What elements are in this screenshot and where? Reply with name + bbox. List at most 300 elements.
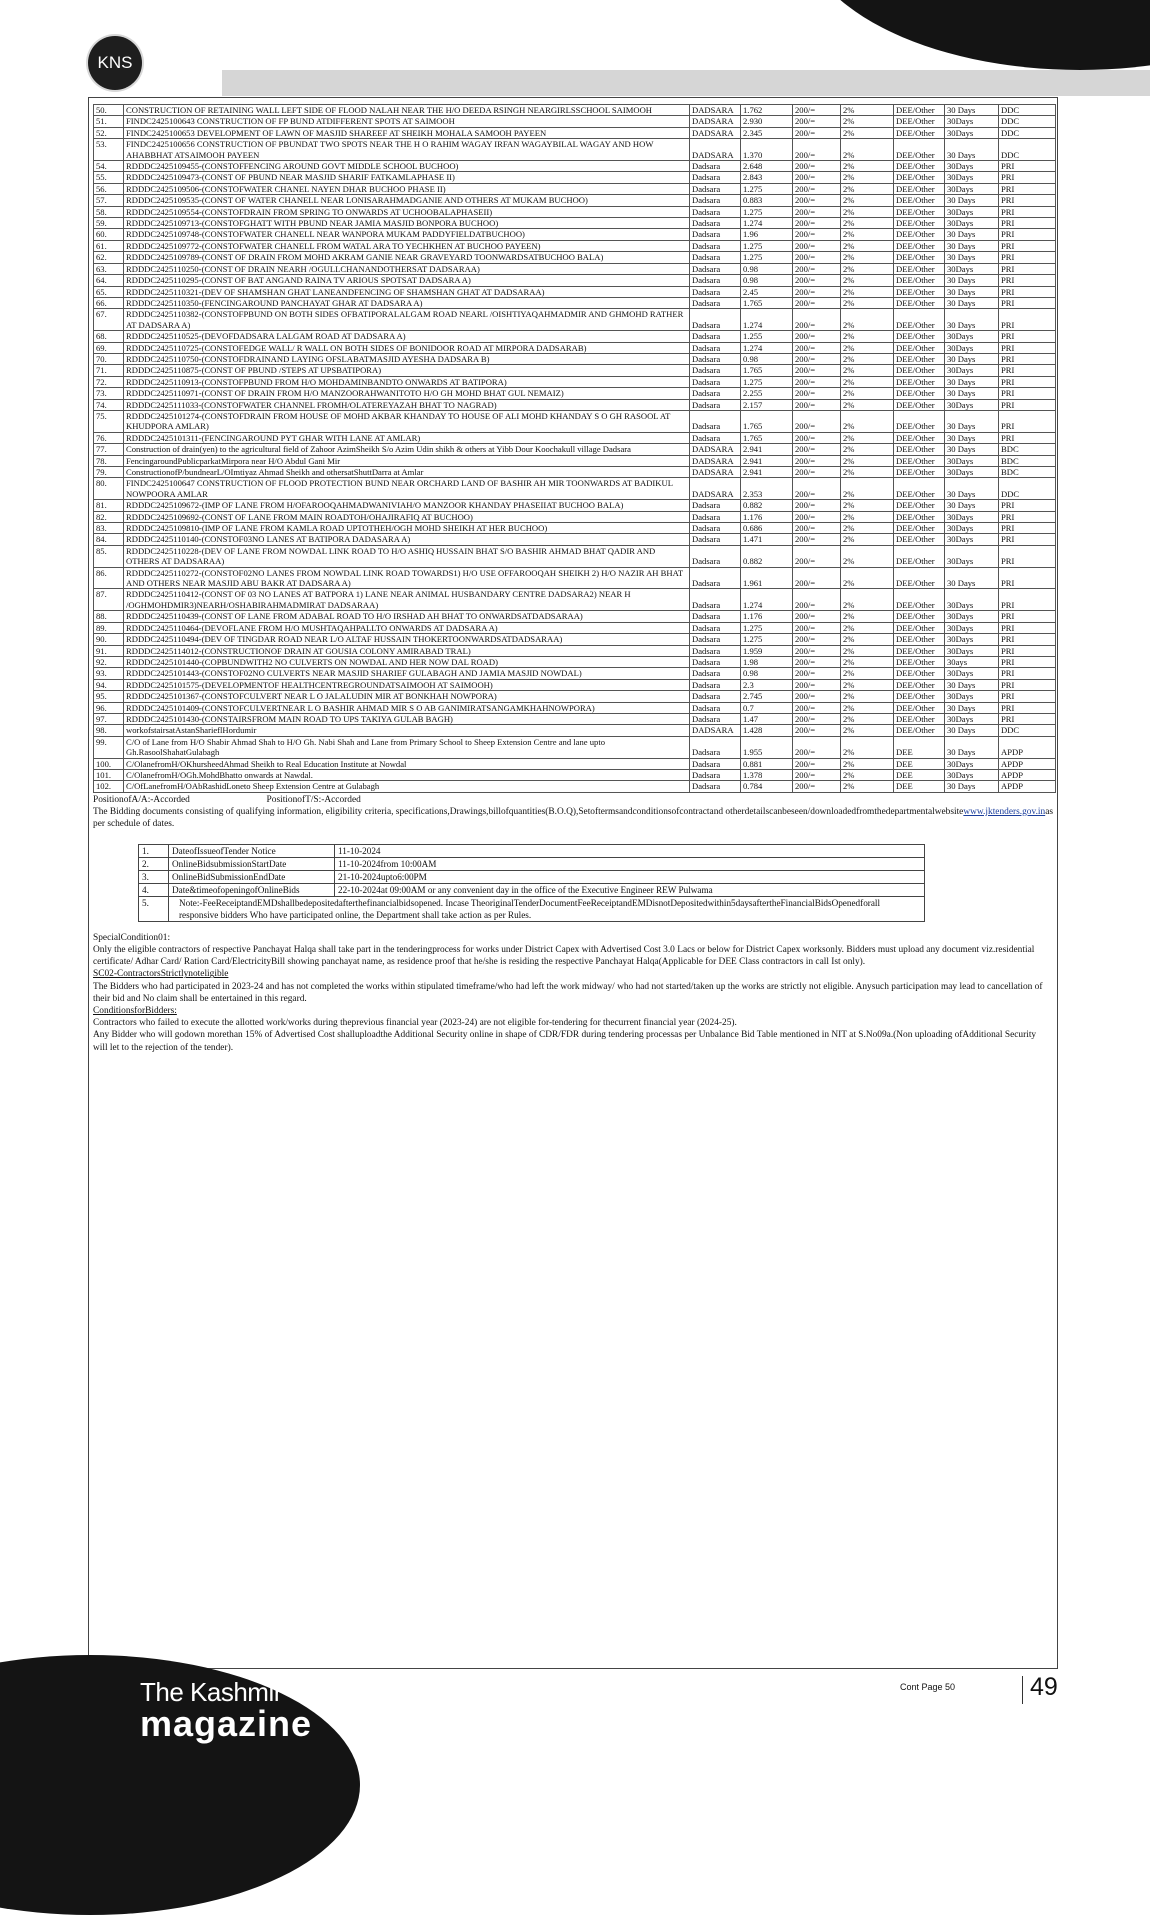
cell-period: 30Days: [945, 589, 999, 611]
cell-head: BDC: [999, 444, 1056, 455]
cell-class: DEE/Other: [894, 353, 945, 364]
cell-row-no: 60.: [94, 229, 124, 240]
cell-period: 30ays: [945, 656, 999, 667]
cell-row-no: 86.: [94, 567, 124, 589]
cell-fee: 200/=: [793, 679, 841, 690]
cell-fee: 200/=: [793, 240, 841, 251]
cell-cost: 2.930: [741, 116, 793, 127]
bidding-documents-text: [93, 806, 1053, 830]
table-row: [94, 365, 1056, 376]
cell-cost: 1.765: [741, 432, 793, 443]
sc02-text: The Bidders who had participated in 2023-24 and has not completed the works within stipulated timeframe/who had left the work midway/ who had not started/taken up the works are strictly not eligible. Anysuch participation may lead to cancellation of their bid and No claim shall be entertained in this regard.: [93, 981, 1043, 1004]
cell-head: PRI: [999, 589, 1056, 611]
works-table-body: [94, 105, 1056, 793]
cell-row-no: 58.: [94, 206, 124, 217]
cell-location: Dadsara: [690, 275, 741, 286]
cell-location: Dadsara: [690, 500, 741, 511]
cell-class: DEE/Other: [894, 622, 945, 633]
cell-location: Dadsara: [690, 206, 741, 217]
table-row: [94, 691, 1056, 702]
cell-row-no: 74.: [94, 399, 124, 410]
schedule-no: 3.: [139, 870, 169, 883]
cell-emd: 2%: [841, 622, 894, 633]
brand-line-2: magazine: [140, 1703, 313, 1744]
cell-period: 30 Days: [945, 309, 999, 331]
cell-fee: 200/=: [793, 161, 841, 172]
cell-class: DEE/Other: [894, 534, 945, 545]
cell-class: DEE/Other: [894, 342, 945, 353]
position-aa: PositionofA/A:-Accorded: [93, 794, 190, 805]
cell-work-name: C/O of Lane from H/O Shabir Ahmad Shah to H/O Gh. Nabi Shah and Lane from Primary School to Sheep Extension Centre and lane upto Gh.RasoolShahatGulabagh: [124, 736, 690, 758]
cell-location: Dadsara: [690, 668, 741, 679]
cell-class: DEE/Other: [894, 679, 945, 690]
cell-emd: 2%: [841, 781, 894, 792]
cell-emd: 2%: [841, 691, 894, 702]
cell-class: DEE/Other: [894, 567, 945, 589]
table-row: [94, 353, 1056, 364]
table-row: [94, 376, 1056, 387]
website-link[interactable]: www.jktenders.gov.in: [963, 806, 1046, 817]
cell-class: DEE/Other: [894, 500, 945, 511]
cell-work-name: FINDC2425100656 CONSTRUCTION OF PBUNDAT TWO SPOTS NEAR THE H O RAHIM WAGAY IRFAN WAGAYBILAL WAGAY AND HOW AHABBHAT ATSAIMOOH PAYEEN: [124, 139, 690, 161]
cell-work-name: RDDDC2425109713-(CONSTOFGHATT WITH PBUND NEAR JAMIA MASJID BONPORA BUCHOO): [124, 218, 690, 229]
cell-work-name: RDDDC2425109672-(IMP OF LANE FROM H/OFAROOQAHMADWANIVIAH/O MANZOOR KHANDAY PHASEIIAT BUCHOO BALA): [124, 500, 690, 511]
cell-emd: 2%: [841, 263, 894, 274]
cell-fee: 200/=: [793, 523, 841, 534]
table-row: [94, 679, 1056, 690]
cell-location: Dadsara: [690, 297, 741, 308]
cell-location: Dadsara: [690, 545, 741, 567]
cell-cost: 1.275: [741, 252, 793, 263]
cell-emd: 2%: [841, 206, 894, 217]
cell-period: 30 Days: [945, 229, 999, 240]
cell-location: Dadsara: [690, 388, 741, 399]
cell-fee: 200/=: [793, 410, 841, 432]
schedule-label: Date&timeofopeningofOnlineBids: [169, 883, 335, 896]
cell-cost: 1.955: [741, 736, 793, 758]
cell-fee: 200/=: [793, 127, 841, 138]
table-row: [94, 725, 1056, 736]
cell-work-name: RDDDC2425110494-(DEV OF TINGDAR ROAD NEAR L/O ALTAF HUSSAIN THOKERTOONWARDSATDADSARAA): [124, 634, 690, 645]
cell-class: DEE/Other: [894, 183, 945, 194]
cell-period: 30Days: [945, 161, 999, 172]
cell-work-name: RDDDC2425110875-(CONST OF PBUND /STEPS AT UPSBATIPORA): [124, 365, 690, 376]
cell-period: 30 Days: [945, 139, 999, 161]
cell-fee: 200/=: [793, 545, 841, 567]
cell-period: 30Days: [945, 263, 999, 274]
cell-period: 30 Days: [945, 240, 999, 251]
cell-period: 30Days: [945, 545, 999, 567]
cell-emd: 2%: [841, 478, 894, 500]
cell-work-name: RDDDC2425110382-(CONSTOFPBUND ON BOTH SIDES OFBATIPORALALGAM ROAD NEARL /OISHTIYAQAHMADMIR AND GHMOHD RATHER AT DADSARA A): [124, 309, 690, 331]
cell-fee: 200/=: [793, 725, 841, 736]
cell-row-no: 66.: [94, 297, 124, 308]
cell-class: DEE/Other: [894, 432, 945, 443]
conditions-text-2: Any Bidder who will godown morethan 15% of Advertised Cost shalluploadthe Additional Security online in shape of CDR/FDR during tendering processas per Unbalance Bid Table mentioned in NIT at S.No09a.(Non uploading ofAdditional Security will let to the rejection of the tender).: [93, 1030, 1037, 1053]
cell-fee: 200/=: [793, 781, 841, 792]
cell-head: PRI: [999, 713, 1056, 724]
cell-class: DEE/Other: [894, 263, 945, 274]
cell-class: DEE: [894, 769, 945, 780]
cell-emd: 2%: [841, 679, 894, 690]
cell-cost: 1.961: [741, 567, 793, 589]
cell-head: DDC: [999, 139, 1056, 161]
cell-work-name: FINDC2425100653 DEVELOPMENT OF LAWN OF MASJID SHAREEF AT SHEIKH MOHALA SAMOOH PAYEEN: [124, 127, 690, 138]
cell-work-name: RDDDC2425110321-(DEV OF SHAMSHAN GHAT LANEANDFENCING OF SHAMSHAN GHAT AT DADSARAA): [124, 286, 690, 297]
cell-cost: 2.45: [741, 286, 793, 297]
cell-row-no: 85.: [94, 545, 124, 567]
cell-class: DEE: [894, 758, 945, 769]
cell-fee: 200/=: [793, 511, 841, 522]
table-row: [94, 275, 1056, 286]
cell-fee: 200/=: [793, 713, 841, 724]
cell-location: Dadsara: [690, 376, 741, 387]
cell-work-name: RDDDC2425114012-(CONSTRUCTIONOF DRAIN AT GOUSIA COLONY AMIRABAD TRAL): [124, 645, 690, 656]
table-row: [94, 263, 1056, 274]
schedule-value: 11-10-2024: [335, 844, 925, 857]
cell-work-name: RDDDC2425109748-(CONSTOFWATER CHANELL NEAR WANPORA MUKAM PADDYFIELDATBUCHOO): [124, 229, 690, 240]
cell-work-name: Construction of drain(yen) to the agricultural field of Zahoor AzimSheikh S/o Azim Udin shikh & others at Yibb Dour Koochakull village Dadsara: [124, 444, 690, 455]
cell-head: PRI: [999, 545, 1056, 567]
continued-page: Cont Page 50: [900, 1682, 956, 1692]
schedule-label: OnlineBidsubmissionStartDate: [169, 857, 335, 870]
position-ts: PositionofT/S:-Accorded: [266, 794, 361, 805]
kns-logo: [88, 36, 142, 90]
cell-row-no: 77.: [94, 444, 124, 455]
cell-cost: 2.941: [741, 444, 793, 455]
cell-head: PRI: [999, 388, 1056, 399]
cell-location: DADSARA: [690, 467, 741, 478]
schedule-no: 4.: [139, 883, 169, 896]
cell-emd: 2%: [841, 645, 894, 656]
cell-work-name: RDDDC2425101430-(CONSTAIRSFROM MAIN ROAD TO UPS TAKIYA GULAB BAGH): [124, 713, 690, 724]
cell-row-no: 80.: [94, 478, 124, 500]
cell-work-name: RDDDC2425109772-(CONSTOFWATER CHANELL FROM WATAL ARA TO YECHKHEN AT BUCHOO PAYEEN): [124, 240, 690, 251]
cell-location: Dadsara: [690, 645, 741, 656]
cell-head: PRI: [999, 275, 1056, 286]
cell-work-name: RDDDC2425101311-(FENCINGAROUND PYT GHAR WITH LANE AT AMLAR): [124, 432, 690, 443]
cell-work-name: FINDC2425100647 CONSTRUCTION OF FLOOD PROTECTION BUND NEAR ORCHARD LAND OF BASHIR AH MIR TOONWARDS AT BADIKUL NOWPOORA AMLAR: [124, 478, 690, 500]
cell-row-no: 89.: [94, 622, 124, 633]
cell-period: 30Days: [945, 183, 999, 194]
cell-cost: 1.765: [741, 365, 793, 376]
cell-head: PRI: [999, 218, 1056, 229]
cell-row-no: 100.: [94, 758, 124, 769]
cell-class: DEE/Other: [894, 218, 945, 229]
cell-row-no: 72.: [94, 376, 124, 387]
cell-location: Dadsara: [690, 286, 741, 297]
sc02-heading: SC02-ContractorsStrictlynoteligible: [93, 969, 229, 980]
cell-fee: 200/=: [793, 105, 841, 116]
cell-emd: 2%: [841, 183, 894, 194]
cell-location: Dadsara: [690, 229, 741, 240]
cell-period: 30Days: [945, 342, 999, 353]
cell-head: PRI: [999, 297, 1056, 308]
cell-emd: 2%: [841, 399, 894, 410]
cell-work-name: RDDDC2425109789-(CONST OF DRAIN FROM MOHD AKRAM GANIE NEAR GRAVEYARD TOONWARDSATBUCHOO BALA): [124, 252, 690, 263]
cell-row-no: 101.: [94, 769, 124, 780]
cell-emd: 2%: [841, 331, 894, 342]
cell-fee: 200/=: [793, 634, 841, 645]
schedule-note-no: 5.: [139, 896, 169, 921]
cell-class: DEE/Other: [894, 331, 945, 342]
cell-period: 30 Days: [945, 567, 999, 589]
cell-emd: 2%: [841, 758, 894, 769]
table-row: [94, 702, 1056, 713]
cell-location: Dadsara: [690, 622, 741, 633]
table-row: [94, 668, 1056, 679]
cell-fee: 200/=: [793, 388, 841, 399]
cell-work-name: RDDDC2425110272-(CONSTOF02NO LANES FROM NOWDAL LINK ROAD TOWARDS1) H/O USE OFFAROOQAH SHEIKH 2) H/O NAZIR AH BHAT AND OTHERS NEAR MASJID ABU BAKR AT DADSARA A): [124, 567, 690, 589]
cell-cost: 2.745: [741, 691, 793, 702]
schedule-row: [139, 870, 925, 883]
cell-fee: 200/=: [793, 645, 841, 656]
cell-emd: 2%: [841, 127, 894, 138]
cell-location: Dadsara: [690, 679, 741, 690]
cell-class: DEE/Other: [894, 297, 945, 308]
cell-class: DEE/Other: [894, 286, 945, 297]
cell-row-no: 83.: [94, 523, 124, 534]
cell-class: DEE/Other: [894, 634, 945, 645]
cell-cost: 0.784: [741, 781, 793, 792]
cell-work-name: RDDDC2425110750-(CONSTOFDRAINAND LAYING OFSLABATMASJID AYESHA DADSARA B): [124, 353, 690, 364]
cell-fee: 200/=: [793, 297, 841, 308]
cell-row-no: 69.: [94, 342, 124, 353]
cell-class: DEE/Other: [894, 523, 945, 534]
table-row: [94, 297, 1056, 308]
cell-class: DEE: [894, 736, 945, 758]
cell-period: 30Days: [945, 713, 999, 724]
cell-emd: 2%: [841, 116, 894, 127]
cell-cost: 1.275: [741, 183, 793, 194]
cell-work-name: RDDDC2425110350-(FENCINGAROUND PANCHAYAT GHAR AT DADSARA A): [124, 297, 690, 308]
cell-emd: 2%: [841, 725, 894, 736]
table-row: [94, 127, 1056, 138]
cell-head: PRI: [999, 161, 1056, 172]
cell-fee: 200/=: [793, 736, 841, 758]
cell-class: DEE/Other: [894, 195, 945, 206]
cell-work-name: FencingaroundPublicparkatMirpora near H/O Abdul Gani Mir: [124, 455, 690, 466]
table-row: [94, 523, 1056, 534]
cell-period: 30Days: [945, 645, 999, 656]
cell-emd: 2%: [841, 523, 894, 534]
cell-fee: 200/=: [793, 342, 841, 353]
table-row: [94, 229, 1056, 240]
table-row: [94, 467, 1056, 478]
cell-location: Dadsara: [690, 309, 741, 331]
cell-head: PRI: [999, 645, 1056, 656]
table-row: [94, 331, 1056, 342]
cell-period: 30 Days: [945, 297, 999, 308]
cell-class: DEE/Other: [894, 702, 945, 713]
cell-fee: 200/=: [793, 399, 841, 410]
cell-head: PRI: [999, 534, 1056, 545]
cell-row-no: 54.: [94, 161, 124, 172]
cell-work-name: RDDDC2425109535-(CONST OF WATER CHANELL NEAR LONISARAHMADGANIE AND OTHERS AT MUKAM BUCHOO): [124, 195, 690, 206]
cell-fee: 200/=: [793, 656, 841, 667]
cell-class: DEE/Other: [894, 206, 945, 217]
cell-row-no: 87.: [94, 589, 124, 611]
cell-period: 30Days: [945, 769, 999, 780]
cell-head: PRI: [999, 353, 1056, 364]
cell-row-no: 61.: [94, 240, 124, 251]
cell-cost: 1.762: [741, 105, 793, 116]
cell-class: DEE/Other: [894, 645, 945, 656]
cell-fee: 200/=: [793, 622, 841, 633]
cell-cost: 1.98: [741, 656, 793, 667]
cell-fee: 200/=: [793, 206, 841, 217]
table-row: [94, 105, 1056, 116]
cell-row-no: 91.: [94, 645, 124, 656]
table-row: [94, 713, 1056, 724]
schedule-note-text: Note:-FeeReceiptandEMDshallbedepositedafterthefinancialbidsopened. Incase TheoriginalTenderDocumentFeeReceiptandEMDisnotDepositedwithin5daysaftertheFinancialBidsOpenedforall responsive bidders Who have participated online, the Department shall take action as per Rules.: [169, 896, 925, 921]
cell-work-name: workofstairsatAstanSharieflHordumir: [124, 725, 690, 736]
cell-location: Dadsara: [690, 353, 741, 364]
cell-class: DEE/Other: [894, 713, 945, 724]
cell-fee: 200/=: [793, 116, 841, 127]
cell-head: PRI: [999, 286, 1056, 297]
cell-location: Dadsara: [690, 713, 741, 724]
cell-row-no: 93.: [94, 668, 124, 679]
cell-period: 30Days: [945, 622, 999, 633]
cell-cost: 1.274: [741, 309, 793, 331]
cell-cost: 1.471: [741, 534, 793, 545]
cell-emd: 2%: [841, 634, 894, 645]
cell-row-no: 76.: [94, 432, 124, 443]
cell-cost: 1.378: [741, 769, 793, 780]
table-row: [94, 567, 1056, 589]
cell-fee: 200/=: [793, 611, 841, 622]
cell-location: Dadsara: [690, 691, 741, 702]
cell-location: Dadsara: [690, 432, 741, 443]
cell-class: DEE/Other: [894, 725, 945, 736]
table-row: [94, 534, 1056, 545]
table-row: [94, 545, 1056, 567]
table-row: [94, 195, 1056, 206]
tender-notice: [88, 97, 1058, 1669]
cell-emd: 2%: [841, 500, 894, 511]
cell-class: DEE/Other: [894, 611, 945, 622]
cell-emd: 2%: [841, 388, 894, 399]
cell-cost: 1.176: [741, 511, 793, 522]
cell-location: Dadsara: [690, 611, 741, 622]
cell-head: PRI: [999, 410, 1056, 432]
table-row: [94, 622, 1056, 633]
cell-work-name: RDDDC2425109554-(CONSTOFDRAIN FROM SPRING TO ONWARDS AT UCHOOBALAPHASEII): [124, 206, 690, 217]
cell-head: PRI: [999, 376, 1056, 387]
cell-class: DEE: [894, 781, 945, 792]
cell-period: 30 Days: [945, 388, 999, 399]
cell-location: Dadsara: [690, 589, 741, 611]
cell-class: DEE/Other: [894, 668, 945, 679]
table-row: [94, 478, 1056, 500]
cell-fee: 200/=: [793, 500, 841, 511]
cell-cost: 1.47: [741, 713, 793, 724]
cell-row-no: 64.: [94, 275, 124, 286]
table-row: [94, 240, 1056, 251]
cell-row-no: 62.: [94, 252, 124, 263]
table-row: [94, 511, 1056, 522]
cell-row-no: 55.: [94, 172, 124, 183]
cell-row-no: 50.: [94, 105, 124, 116]
brand-line-1: The Kashmir: [140, 1677, 282, 1707]
cell-period: 30 Days: [945, 702, 999, 713]
cell-head: PRI: [999, 309, 1056, 331]
cell-work-name: RDDDC2425110412-(CONST OF 03 NO LANES AT BATPORA 1) LANE NEAR ANIMAL HUSBANDARY CENTRE DADSARA2) NEAR H /OGHMOHDMIR3)NEARH/OSHABIRAHMADMIRAT DADSARAA): [124, 589, 690, 611]
cell-fee: 200/=: [793, 691, 841, 702]
cell-head: APDP: [999, 781, 1056, 792]
cell-location: DADSARA: [690, 139, 741, 161]
cell-head: PRI: [999, 206, 1056, 217]
cell-period: 30Days: [945, 206, 999, 217]
cell-cost: 2.353: [741, 478, 793, 500]
cell-row-no: 78.: [94, 455, 124, 466]
schedule-body: [139, 844, 925, 896]
cell-cost: 1.275: [741, 206, 793, 217]
cell-emd: 2%: [841, 275, 894, 286]
cell-class: DEE/Other: [894, 116, 945, 127]
cell-cost: 2.941: [741, 467, 793, 478]
cell-emd: 2%: [841, 545, 894, 567]
cell-location: Dadsara: [690, 781, 741, 792]
table-row: [94, 769, 1056, 780]
cell-row-no: 73.: [94, 388, 124, 399]
cell-class: DEE/Other: [894, 229, 945, 240]
cell-location: Dadsara: [690, 195, 741, 206]
cell-class: DEE/Other: [894, 275, 945, 286]
cell-period: 30Days: [945, 455, 999, 466]
table-row: [94, 410, 1056, 432]
cell-fee: 200/=: [793, 139, 841, 161]
cell-period: 30 Days: [945, 410, 999, 432]
cell-class: DEE/Other: [894, 365, 945, 376]
schedule-label: DateofIssueofTender Notice: [169, 844, 335, 857]
cell-cost: 0.882: [741, 545, 793, 567]
cell-head: PRI: [999, 399, 1056, 410]
logo-text: KNS: [97, 53, 133, 72]
cell-cost: 2.157: [741, 399, 793, 410]
cell-location: DADSARA: [690, 444, 741, 455]
cell-head: PRI: [999, 656, 1056, 667]
conditions-text-1: Contractors who failed to execute the allotted work/works during theprevious financial year (2023-24) are not eligible for-tendering for thecurrent financial year (2024-25).: [93, 1018, 737, 1029]
cell-emd: 2%: [841, 410, 894, 432]
cell-cost: 1.275: [741, 240, 793, 251]
cell-class: DEE/Other: [894, 252, 945, 263]
cell-work-name: RDDDC2425110971-(CONST OF DRAIN FROM H/O MANZOORAHWANITOTO H/O GH MOHD BHAT GUL NEMAIZ): [124, 388, 690, 399]
cell-work-name: RDDDC2425110250-(CONST OF DRAIN NEARH /OGULLCHANANDOTHERSAT DADSARAA): [124, 263, 690, 274]
cell-emd: 2%: [841, 342, 894, 353]
cell-head: PRI: [999, 331, 1056, 342]
cell-period: 30Days: [945, 668, 999, 679]
cell-location: DADSARA: [690, 725, 741, 736]
cell-emd: 2%: [841, 589, 894, 611]
cell-head: PRI: [999, 511, 1056, 522]
cell-work-name: RDDDC2425101274-(CONSTOFDRAIN FROM HOUSE OF MOHD AKBAR KHANDAY TO HOUSE OF ALI MOHD KHANDAY S O GH RASOOL AT KHUDPORA AMLAR): [124, 410, 690, 432]
cell-work-name: RDDDC2425101575-(DEVELOPMENTOF HEALTHCENTREGROUNDATSAIMOOH AT SAIMOOH): [124, 679, 690, 690]
cell-fee: 200/=: [793, 229, 841, 240]
cell-emd: 2%: [841, 713, 894, 724]
cell-fee: 200/=: [793, 769, 841, 780]
cell-row-no: 84.: [94, 534, 124, 545]
cell-head: DDC: [999, 478, 1056, 500]
schedule-table: [138, 844, 925, 922]
cell-location: DADSARA: [690, 127, 741, 138]
cell-head: PRI: [999, 365, 1056, 376]
cell-fee: 200/=: [793, 758, 841, 769]
magazine-brand: [140, 1678, 312, 1742]
cell-emd: 2%: [841, 702, 894, 713]
cell-period: 30Days: [945, 511, 999, 522]
